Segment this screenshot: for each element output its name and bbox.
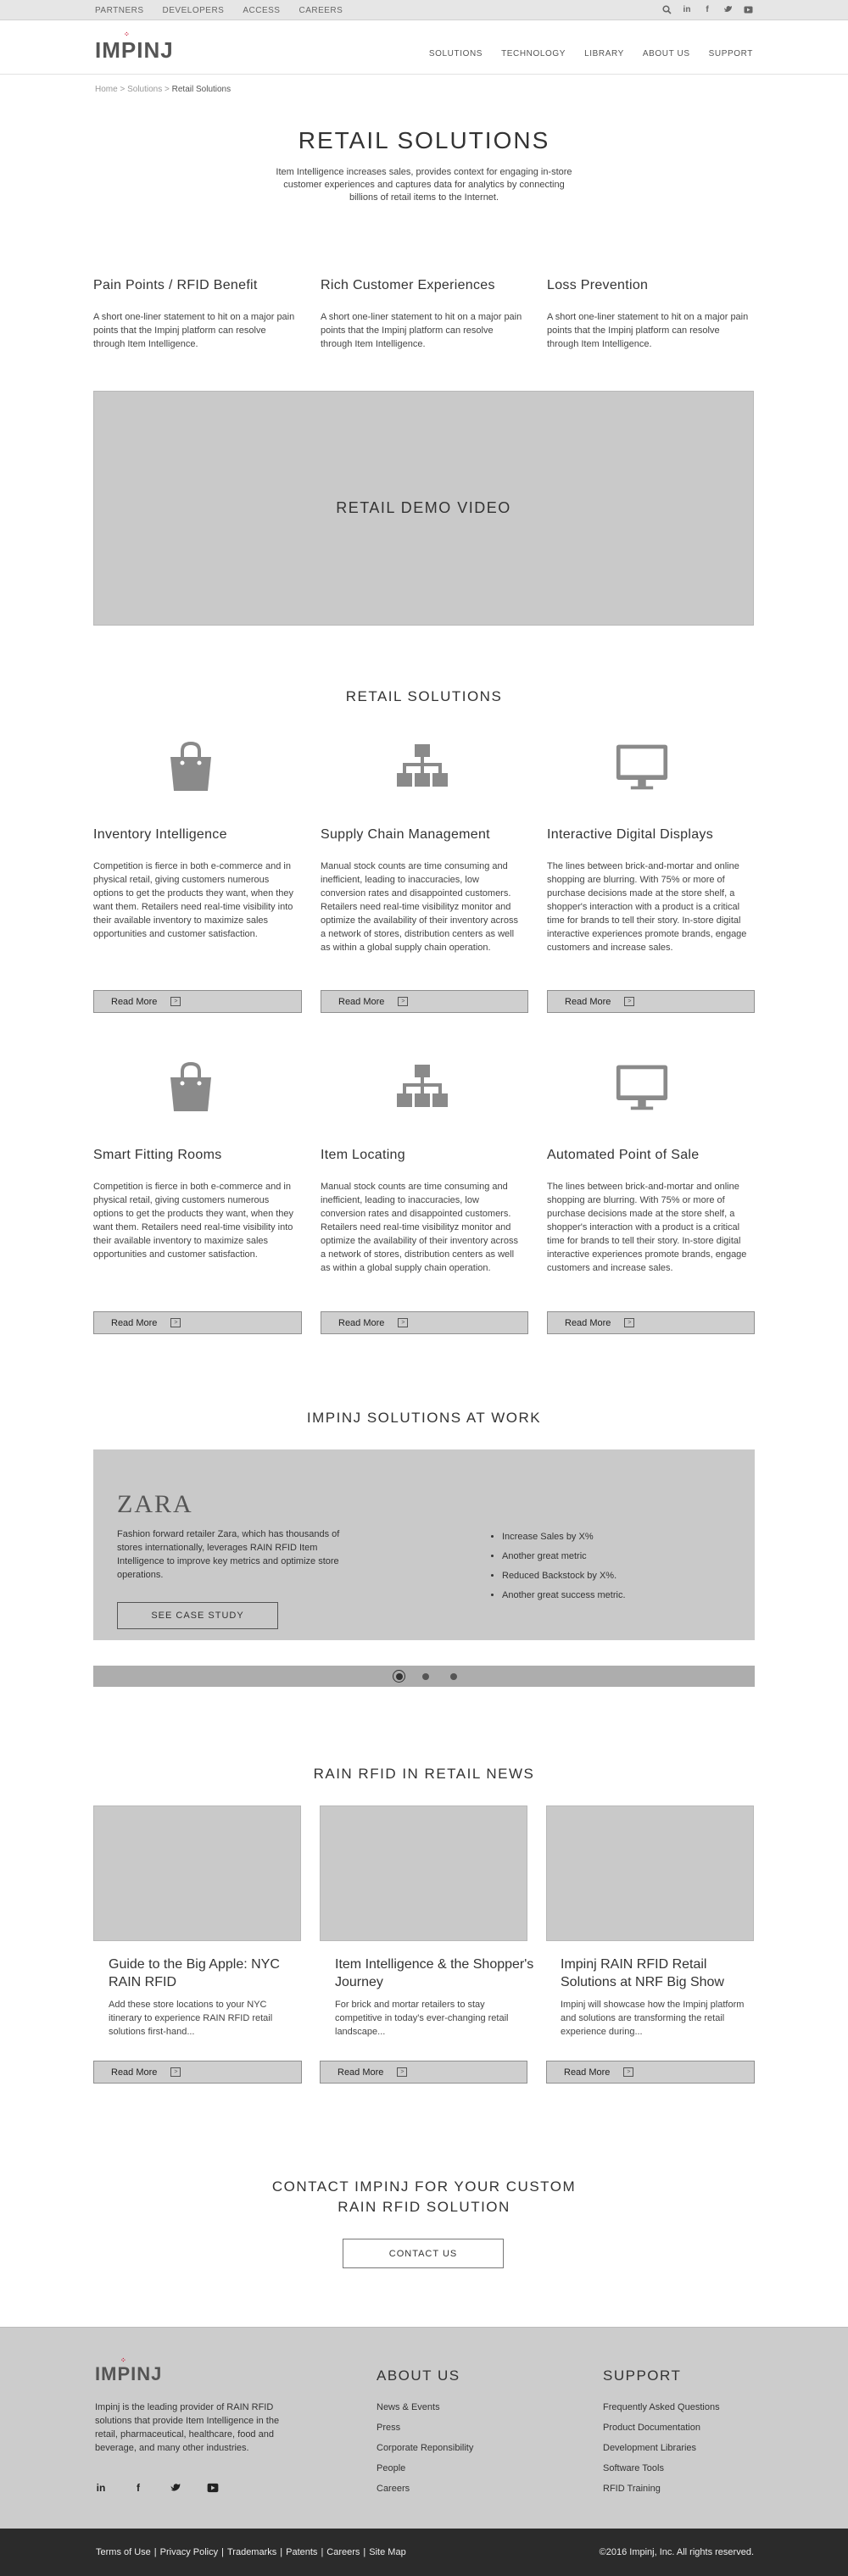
solution-text: Manual stock counts are time consuming and inefficient, leading to inaccuracies, low conversion rates and disappointed customers. Retailers need real-time visibilityz monitor and optimize the availability of their inventory across a network of stores, distribution centers as well as within a global supply chain operation. bbox=[321, 1182, 518, 1273]
benefit-column bbox=[321, 278, 524, 351]
arrow-right-icon: > bbox=[397, 2067, 407, 2077]
footer-link[interactable]: RFID Training bbox=[603, 2484, 661, 2494]
breadcrumb-home[interactable]: Home bbox=[95, 85, 118, 94]
breadcrumb: Home > Solutions > Retail Solutions bbox=[95, 85, 232, 94]
footer-social bbox=[95, 2482, 219, 2494]
read-more-button[interactable]: Read More > bbox=[93, 990, 302, 1013]
arrow-right-icon: > bbox=[170, 997, 181, 1006]
nav-solutions[interactable]: SOLUTIONS bbox=[428, 49, 483, 58]
impinj-logo[interactable]: IMPINJ ⁘ bbox=[95, 31, 174, 63]
logo-dots-icon: ⁘ bbox=[120, 2356, 127, 2364]
read-more-button[interactable]: Read More > bbox=[320, 2061, 527, 2084]
contact-title: CONTACT IMPINJ FOR YOUR CUSTOM RAIN RFID SOLUTION bbox=[271, 2178, 577, 2215]
nav-technology[interactable]: TECHNOLOGY bbox=[501, 49, 566, 58]
video-label: RETAIL DEMO VIDEO bbox=[336, 499, 511, 516]
case-study-carousel bbox=[93, 1449, 755, 1640]
solution-card bbox=[547, 1148, 750, 1275]
monitor-icon bbox=[615, 1060, 669, 1114]
facebook-icon[interactable]: f bbox=[706, 4, 709, 14]
solution-title: Item Locating bbox=[321, 1148, 405, 1162]
solution-text: The lines between brick-and-mortar and online shopping are blurring. With 75% or more of purchase decisions made at the store shelf, a shopper's interaction with a product is a critical time for brands to tell their story. In-store digital interactive experiences promote brands, engage customers and increase sales. bbox=[547, 1182, 747, 1273]
footer-link[interactable]: Development Libraries bbox=[603, 2443, 697, 2453]
footer-link[interactable]: Software Tools bbox=[603, 2463, 664, 2473]
arrow-right-icon: > bbox=[170, 2067, 181, 2077]
read-more-button[interactable]: Read More > bbox=[547, 1311, 755, 1334]
site-header bbox=[0, 20, 848, 75]
footer-link[interactable]: Product Documentation bbox=[603, 2423, 700, 2433]
solution-text: The lines between brick-and-mortar and online shopping are blurring. With 75% or more of purchase decisions made at the store shelf, a shopper's interaction with a product is a critical time for brands to tell their story. In-store digital interactive experiences promote brands, engage customers and increase sales. bbox=[547, 861, 747, 953]
utility-link-partners[interactable]: PARTNERS bbox=[95, 6, 144, 15]
news-image[interactable] bbox=[93, 1805, 301, 1941]
breadcrumb-solutions[interactable]: Solutions bbox=[127, 85, 163, 94]
youtube-icon[interactable] bbox=[743, 4, 753, 14]
legal-link-patents[interactable]: Patents bbox=[286, 2547, 318, 2557]
at-work-section-title: IMPINJ SOLUTIONS AT WORK bbox=[306, 1410, 542, 1426]
solution-title: Automated Point of Sale bbox=[547, 1148, 700, 1162]
legal-link-trademarks[interactable]: Trademarks bbox=[226, 2547, 277, 2557]
news-excerpt: For brick and mortar retailers to stay competitive in today's ever-changing retail landscape... bbox=[335, 2000, 509, 2037]
page-subtitle: Item Intelligence increases sales, provides context for engaging in-store customer experiences and captures data for analytics by connecting billions of retail items to the Internet. bbox=[276, 167, 572, 203]
carousel-dot[interactable] bbox=[422, 1673, 429, 1680]
footer-link[interactable]: Corporate Reponsibility bbox=[377, 2443, 474, 2453]
benefit-text: A short one-liner statement to hit on a major pain points that the Impinj platform can resolve through Item Intelligence. bbox=[547, 312, 749, 349]
carousel-dot-active[interactable] bbox=[393, 1670, 405, 1683]
arrow-right-icon: > bbox=[398, 1318, 408, 1327]
arrow-right-icon: > bbox=[398, 997, 408, 1006]
benefit-text: A short one-liner statement to hit on a major pain points that the Impinj platform can resolve through Item Intelligence. bbox=[93, 312, 295, 349]
solution-text: Competition is fierce in both e-commerce and in physical retail, giving customers numerous options to get the products they want, when they want them. Retailers need real-time visibility into their available inventory to maximize sales opportunities and customer satisfaction. bbox=[93, 1182, 294, 1260]
footer-logo[interactable]: IMPINJ ⁘ bbox=[95, 2356, 163, 2384]
news-section-title: RAIN RFID IN RETAIL NEWS bbox=[313, 1766, 535, 1782]
benefit-title: Loss Prevention bbox=[547, 278, 649, 292]
legal-link-sitemap[interactable]: Site Map bbox=[369, 2547, 406, 2557]
utility-links bbox=[95, 6, 343, 15]
news-image[interactable] bbox=[546, 1805, 754, 1941]
solution-card bbox=[93, 1148, 297, 1261]
utility-link-access[interactable]: ACCESS bbox=[243, 6, 281, 15]
benefit-column bbox=[547, 278, 750, 351]
footer-about-title: ABOUT US bbox=[377, 2367, 460, 2384]
news-excerpt: Impinj will showcase how the Impinj platform and solutions are transforming the retail experience during... bbox=[561, 2000, 745, 2037]
metric-item: • Another great success metric. bbox=[502, 1586, 626, 1605]
footer-support-title: SUPPORT bbox=[603, 2367, 682, 2384]
footer-link[interactable]: Press bbox=[377, 2423, 401, 2433]
linkedin-icon[interactable]: in bbox=[96, 2482, 106, 2494]
arrow-right-icon: > bbox=[624, 997, 634, 1006]
search-icon[interactable] bbox=[661, 4, 672, 14]
read-more-button[interactable]: Read More > bbox=[93, 2061, 302, 2084]
news-title[interactable]: Impinj RAIN RFID Retail Solutions at NRF Big Show bbox=[561, 1957, 724, 1989]
case-metrics-list bbox=[490, 1527, 626, 1605]
see-case-study-button[interactable]: SEE CASE STUDY bbox=[117, 1602, 278, 1629]
solution-text: Competition is fierce in both e-commerce and in physical retail, giving customers numerous options to get the products they want, when they want them. Retailers need real-time visibility into their available inventory to maximize sales opportunities and customer satisfaction. bbox=[93, 861, 294, 939]
nav-about-us[interactable]: ABOUT US bbox=[642, 49, 690, 58]
carousel-dot[interactable] bbox=[450, 1673, 457, 1680]
read-more-button[interactable]: Read More > bbox=[547, 990, 755, 1013]
contact-us-button[interactable]: CONTACT US bbox=[343, 2239, 504, 2268]
solutions-section-title: RETAIL SOLUTIONS bbox=[345, 688, 503, 704]
solution-title: Inventory Intelligence bbox=[93, 827, 227, 842]
metric-item: • Reduced Backstock by X%. bbox=[502, 1566, 626, 1586]
shopping-bag-icon bbox=[164, 739, 218, 793]
solution-title: Smart Fitting Rooms bbox=[93, 1148, 222, 1162]
read-more-button[interactable]: Read More > bbox=[321, 990, 528, 1013]
arrow-right-icon: > bbox=[170, 1318, 181, 1327]
nav-support[interactable]: SUPPORT bbox=[708, 49, 753, 58]
footer-about-text: Impinj is the leading provider of RAIN RFID solutions that provide Item Intelligence in the retail, pharmaceutical, healthcare, food and beverage, and many other industries. bbox=[95, 2402, 280, 2453]
footer-bottom-bar bbox=[0, 2529, 848, 2576]
legal-link-privacy[interactable]: Privacy Policy bbox=[159, 2547, 219, 2557]
news-title[interactable]: Guide to the Big Apple: NYC RAIN RFID bbox=[109, 1957, 280, 1989]
network-hierarchy-icon bbox=[395, 1060, 449, 1114]
case-study-text: Fashion forward retailer Zara, which has thousands of stores internationally, leverages RAIN RFID Item Intelligence to improve key metrics and optimize store operations. bbox=[117, 1529, 340, 1580]
news-image[interactable] bbox=[320, 1805, 527, 1941]
youtube-icon[interactable] bbox=[207, 2482, 219, 2494]
retail-demo-video[interactable] bbox=[93, 391, 754, 626]
solution-card bbox=[547, 827, 750, 954]
breadcrumb-current: Retail Solutions bbox=[171, 85, 232, 94]
main-nav bbox=[429, 49, 753, 58]
footer-link[interactable]: People bbox=[377, 2463, 406, 2473]
carousel-pager bbox=[93, 1666, 755, 1687]
zara-logo: ZARA bbox=[117, 1490, 193, 1518]
news-title[interactable]: Item Intelligence & the Shopper's Journey bbox=[335, 1957, 534, 1989]
utility-link-developers[interactable]: DEVELOPERS bbox=[162, 6, 225, 15]
solution-title: Interactive Digital Displays bbox=[547, 827, 714, 842]
solution-card bbox=[321, 827, 524, 954]
solution-text: Manual stock counts are time consuming and inefficient, leading to inaccuracies, low conversion rates and disappointed customers. Retailers need real-time visibilityz monitor and optimize the availability of their inventory across a network of stores, distribution centers as well as within a global supply chain operation. bbox=[321, 861, 518, 953]
solution-card bbox=[321, 1148, 524, 1275]
news-excerpt: Add these store locations to your NYC itinerary to experience RAIN RFID retail solutions first-hand... bbox=[109, 2000, 273, 2037]
logo-dots-icon: ⁘ bbox=[124, 31, 131, 38]
facebook-icon[interactable]: f bbox=[137, 2482, 140, 2494]
arrow-right-icon: > bbox=[623, 2067, 633, 2077]
benefit-title: Rich Customer Experiences bbox=[321, 278, 495, 292]
metric-item: • Increase Sales by X% bbox=[502, 1527, 626, 1547]
read-more-button[interactable]: Read More > bbox=[93, 1311, 302, 1334]
solution-title: Supply Chain Management bbox=[321, 827, 490, 842]
benefit-text: A short one-liner statement to hit on a major pain points that the Impinj platform can resolve through Item Intelligence. bbox=[321, 312, 522, 349]
arrow-right-icon: > bbox=[624, 1318, 634, 1327]
legal-link-terms[interactable]: Terms of Use bbox=[96, 2547, 151, 2557]
twitter-icon[interactable] bbox=[722, 4, 733, 14]
nav-library[interactable]: LIBRARY bbox=[584, 49, 624, 58]
footer-link[interactable]: Careers bbox=[377, 2484, 410, 2494]
read-more-button[interactable]: Read More > bbox=[321, 1311, 528, 1334]
utility-social bbox=[661, 4, 753, 14]
network-hierarchy-icon bbox=[395, 739, 449, 793]
metric-item: • Another great metric bbox=[502, 1547, 626, 1566]
legal-links: Terms of Use | Privacy Policy | Trademarks | Patents | Careers | Site Map bbox=[96, 2547, 406, 2557]
monitor-icon bbox=[615, 739, 669, 793]
benefit-column bbox=[93, 278, 297, 351]
footer-support-links bbox=[603, 2397, 720, 2499]
linkedin-icon[interactable]: in bbox=[683, 4, 691, 14]
read-more-button[interactable]: Read More > bbox=[546, 2061, 755, 2084]
copyright: ©2016 Impinj, Inc. All rights reserved. bbox=[599, 2547, 754, 2557]
benefit-title: Pain Points / RFID Benefit bbox=[93, 278, 258, 292]
footer-link[interactable]: Frequently Asked Questions bbox=[603, 2402, 720, 2412]
utility-link-careers[interactable]: CAREERS bbox=[298, 6, 343, 15]
footer-about-links bbox=[377, 2397, 473, 2499]
legal-link-careers[interactable]: Careers bbox=[326, 2547, 360, 2557]
solution-card bbox=[93, 827, 297, 941]
page-title: RETAIL SOLUTIONS bbox=[298, 127, 550, 153]
top-utility-bar bbox=[0, 0, 848, 20]
twitter-icon[interactable] bbox=[170, 2482, 181, 2494]
footer-link[interactable]: News & Events bbox=[377, 2402, 440, 2412]
shopping-bag-icon bbox=[164, 1060, 218, 1114]
